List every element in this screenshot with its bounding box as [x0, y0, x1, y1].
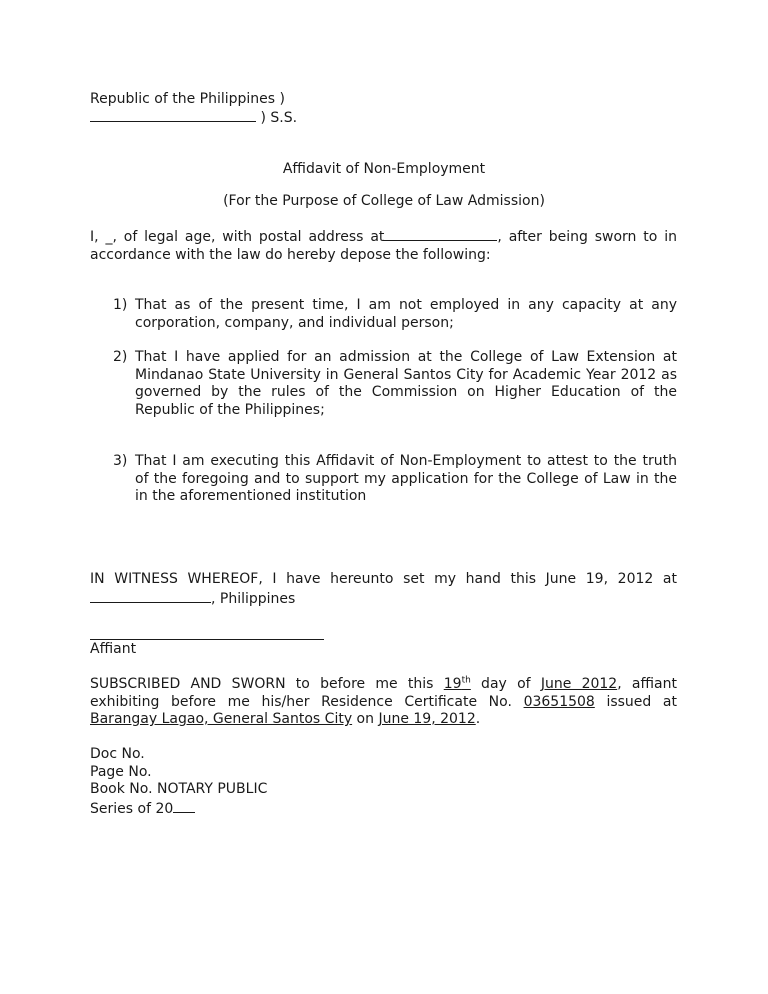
place-blank — [90, 589, 211, 603]
series-line — [90, 799, 195, 819]
list-item-number: 2) — [113, 349, 128, 365]
intro-part1: I, _, of legal age, with postal address at — [90, 229, 385, 245]
intro-paragraph — [90, 227, 677, 264]
list-item — [113, 453, 677, 506]
affiant-signature-line — [90, 639, 324, 640]
doc-no: Doc No. — [90, 746, 145, 762]
ss-label: ) S.S. — [260, 110, 298, 126]
list-item-number: 1) — [113, 297, 128, 313]
sworn-day — [444, 676, 471, 692]
venue-blank — [90, 108, 256, 122]
sworn-month-year: June 2012 — [540, 676, 618, 692]
list-item-text: That as of the present time, I am not employed in any capacity at any corporation, company, and individual person; — [135, 297, 677, 331]
witness-place-suffix: , Philippines — [211, 590, 296, 607]
sworn-text-2: day of — [470, 676, 541, 692]
ss-line — [90, 108, 297, 128]
book-no: Book No. NOTARY PUBLIC — [90, 781, 268, 797]
witness-paragraph — [90, 571, 677, 608]
sworn-paragraph — [90, 676, 677, 729]
sworn-day-suffix: th — [461, 675, 471, 686]
sworn-text-3: , affiant exhibiting before me his/her Residence Certificate No. — [90, 676, 677, 710]
affiant-label: Affiant — [90, 641, 137, 657]
document-title: Affidavit of Non-Employment — [282, 161, 486, 177]
residence-certificate-number: 03651508 — [523, 693, 595, 710]
list-item-text: That I am executing this Affidavit of Non-Employment to attest to the truth of the foregoing and to support my application for the College of Law in the in the aforementioned institution — [135, 453, 677, 504]
issued-place: Barangay Lagao, General Santos City — [90, 711, 353, 727]
list-item — [113, 349, 677, 419]
list-item-text: That I have applied for an admission at the College of Law Extension at Mindanao State University in General Santos City for Academic Year 2012 as governed by the rules of the Commission on Higher Education of the Republic of the Philippines; — [135, 349, 677, 418]
sworn-text-4: issued at — [594, 693, 677, 710]
sworn-text-5: on — [352, 711, 379, 727]
series-label: Series of 20 — [90, 801, 174, 817]
document-subtitle: (For the Purpose of College of Law Admission) — [223, 193, 545, 209]
sworn-text-6: . — [475, 711, 481, 727]
page-no: Page No. — [90, 764, 152, 780]
list-item-number: 3) — [113, 453, 128, 469]
list-item — [113, 297, 677, 332]
issued-date: June 19, 2012 — [378, 711, 476, 727]
republic-line: Republic of the Philippines ) — [90, 91, 285, 107]
intro-part2: , after being sworn to in accordance with the law do hereby depose the following: — [90, 229, 677, 263]
witness-text: IN WITNESS WHEREOF, I have hereunto set my hand this June 19, 2012 at — [90, 571, 677, 587]
postal-address-blank — [384, 227, 497, 241]
sworn-text-1: SUBSCRIBED AND SWORN to before me this — [90, 676, 444, 692]
sworn-day-number: 19 — [443, 676, 462, 692]
series-year-blank — [173, 799, 195, 813]
